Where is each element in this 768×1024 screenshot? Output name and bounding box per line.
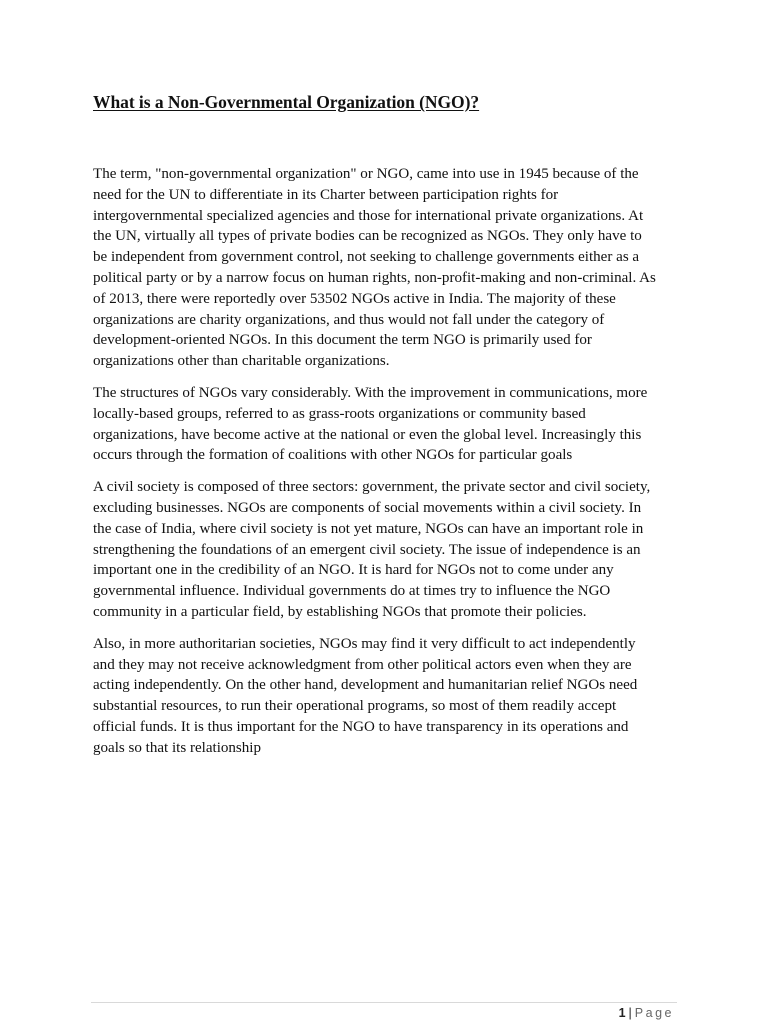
text-line: organizations, have become active at the national or even the global level. Increasingly this (93, 426, 642, 443)
page-label: Page (634, 1006, 674, 1020)
paragraph (93, 634, 679, 759)
text-line: governmental influence. Individual governments do at times try to influence the NGO (93, 583, 611, 600)
text-line: the UN, virtually all types of private bodies can be recognized as NGOs. They only have to (93, 228, 642, 245)
text-line: and they may not receive acknowledgment from other political actors even when they are (93, 656, 632, 673)
paragraph (93, 164, 679, 372)
page-separator: | (628, 1006, 632, 1020)
text-line: official funds. It is thus important for the NGO to have transparency in its operations and (93, 718, 629, 735)
document-title: What is a Non-Governmental Organization (NGO)? (93, 92, 480, 112)
text-line: acting independently. On the other hand, development and humanitarian relief NGOs need (93, 677, 638, 694)
text-line: need for the UN to differentiate in its Charter between participation rights for (93, 186, 559, 203)
text-line: Also, in more authoritarian societies, NGOs may find it very difficult to act independently (93, 635, 636, 652)
paragraph (93, 383, 679, 466)
text-line: substantial resources, to run their operational programs, so most of them readily accept (93, 698, 617, 715)
text-line: goals so that its relationship (93, 739, 262, 756)
document-body (93, 164, 679, 770)
text-line: The term, "non-governmental organization" or NGO, came into use in 1945 because of the (93, 166, 639, 182)
text-line: intergovernmental specialized agencies and those for international private organizations. At (93, 207, 644, 224)
page-footer (619, 1006, 674, 1020)
footer-divider (91, 1002, 677, 1003)
text-line: community in a particular field, by establishing NGOs that promote their policies. (93, 603, 587, 620)
text-line: development-oriented NGOs. In this document the term NGO is primarily used for (93, 332, 592, 349)
text-line: political party or by a narrow focus on human rights, non-profit-making and non-criminal. As (93, 269, 656, 286)
text-line: excluding businesses. NGOs are components of social movements within a civil society. In (93, 499, 642, 516)
text-line: organizations are charity organizations, and thus would not fall under the category of (93, 311, 605, 328)
text-line: locally-based groups, referred to as grass-roots organizations or community based (93, 405, 586, 422)
page-number: 1 (618, 1006, 626, 1020)
text-line: be independent from government control, not seeking to challenge governments either as a (93, 249, 640, 266)
text-line: A civil society is composed of three sectors: government, the private sector and civil society, (93, 479, 651, 496)
paragraph (93, 477, 679, 623)
text-line: The structures of NGOs vary considerably. With the improvement in communications, more (93, 384, 648, 401)
text-line: organizations other than charitable organizations. (93, 353, 390, 370)
text-line: occurs through the formation of coalitions with other NGOs for particular goals (93, 447, 573, 464)
text-line: important one in the credibility of an NGO. It is hard for NGOs not to come under any (93, 562, 614, 579)
text-line: strengthening the foundations of an emergent civil society. The issue of independence is an (93, 541, 641, 558)
text-line: of 2013, there were reportedly over 53502 NGOs active in India. The majority of these (93, 290, 616, 307)
text-line: the case of India, where civil society is not yet mature, NGOs can have an important role in (93, 520, 644, 537)
